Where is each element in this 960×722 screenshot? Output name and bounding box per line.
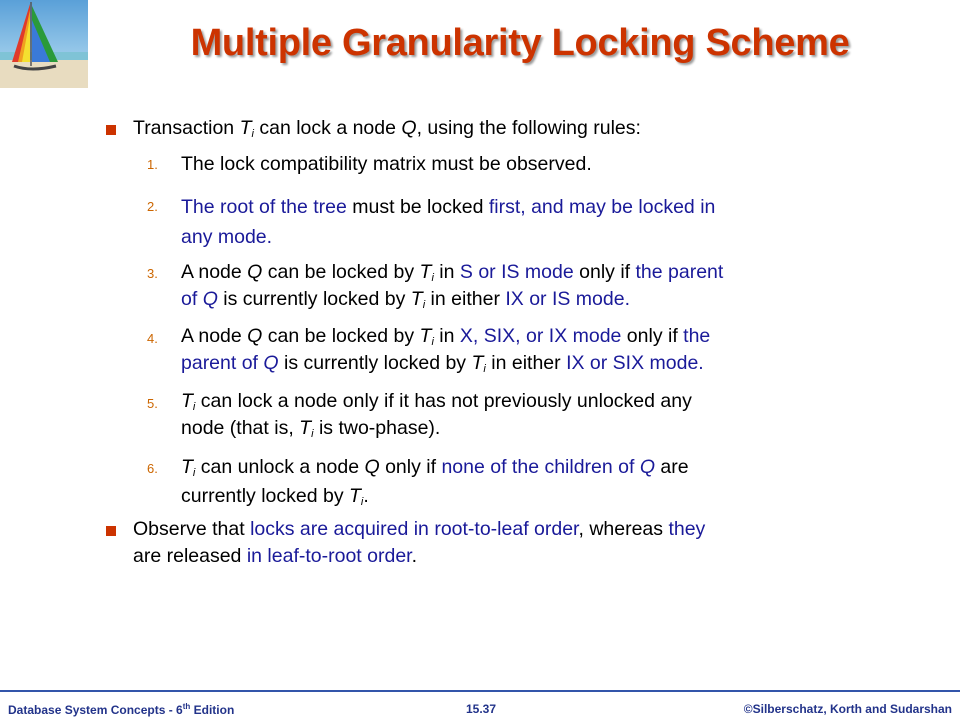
bullet-marker [106, 526, 116, 536]
rule-text: $T_i$ can lock a node only if it has not previously unlocked any node (that is, $T_i$ is two-phase). [181, 390, 692, 440]
footer-page-number: 15.37 [466, 702, 497, 716]
rule-text: $T_i$ can unlock a node Q only if none of the children of Q are currently locked by $T_i$. [181, 456, 689, 508]
rule-number: 6. [147, 461, 158, 476]
bullet-marker [106, 125, 116, 135]
slide-title: Multiple Granularity Locking Scheme [190, 22, 850, 64]
rule-text: The lock compatibility matrix must be observed. [181, 153, 592, 175]
bullet-text: Transaction $T_i$ can lock a node Q, using the following rules: [133, 117, 641, 140]
rule-text: The root of the tree must be locked first, and may be locked in any mode. [181, 196, 716, 248]
footer-book-title: Database System Concepts - 6th Edition [8, 702, 235, 717]
bullet-text: Observe that locks are acquired in root-to-leaf order, whereas they are released in leaf-to-root order. [133, 518, 706, 567]
rule-number: 5. [147, 396, 158, 411]
rule-number: 3. [147, 266, 158, 281]
rule-number: 1. [147, 157, 158, 172]
rule-text: A node Q can be locked by $T_i$ in S or IS mode only if the parent of Q is currently locked by $T_i$ in either IX or IS mode. [181, 261, 724, 311]
footer-copyright: ©Silberschatz, Korth and Sudarshan [743, 702, 952, 716]
rule-number: 2. [147, 199, 158, 214]
rule-text: A node Q can be locked by $T_i$ in X, SIX, or IX mode only if the parent of Q is currently locked by $T_i$ in either IX or SIX mode. [181, 325, 711, 375]
slide-footer [0, 690, 960, 722]
rule-number: 4. [147, 331, 158, 346]
